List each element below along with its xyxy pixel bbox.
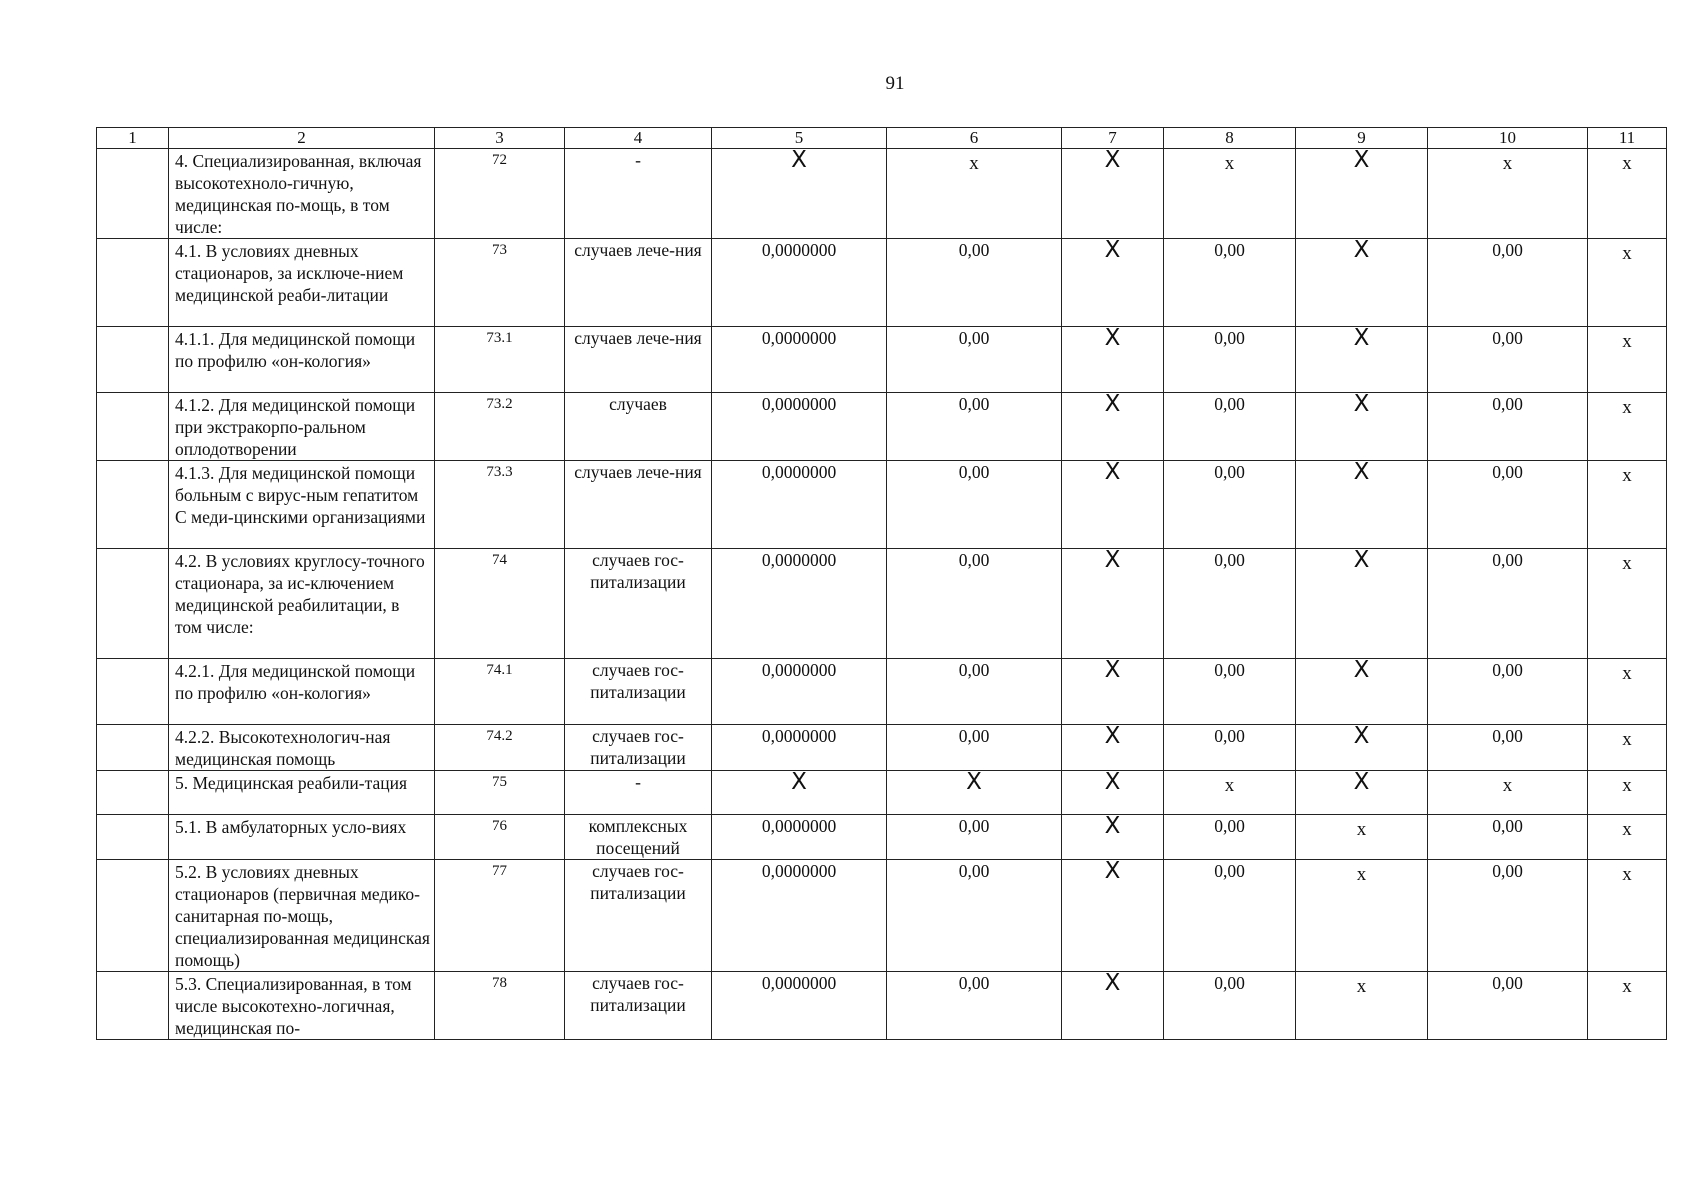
cell-col-5: 0,0000000: [712, 327, 887, 393]
row-code: 72: [435, 149, 565, 239]
col-number: 1: [97, 128, 169, 149]
row-group-cell: [97, 860, 169, 972]
row-name: 4. Специализированная, включая высокотехноло-гичную, медицинская по-мощь, в том числе:: [169, 149, 435, 239]
cell-col-9: X: [1296, 725, 1428, 771]
cell-col-8: 0,00: [1164, 239, 1296, 327]
table-row: [97, 461, 1667, 549]
cell-col-8: 0,00: [1164, 972, 1296, 1040]
cell-col-6: X: [887, 771, 1062, 815]
cell-col-9: x: [1296, 972, 1428, 1040]
row-group-cell: [97, 393, 169, 461]
col-number: 8: [1164, 128, 1296, 149]
cell-col-11: x: [1588, 771, 1667, 815]
row-unit: случаев лече-ния: [565, 461, 712, 549]
cell-col-8: 0,00: [1164, 860, 1296, 972]
cell-col-7: X: [1062, 239, 1164, 327]
col-number: 9: [1296, 128, 1428, 149]
cell-col-10: 0,00: [1428, 239, 1588, 327]
col-number: 11: [1588, 128, 1667, 149]
row-unit: комплексных посещений: [565, 815, 712, 860]
row-group-cell: [97, 771, 169, 815]
row-group-cell: [97, 815, 169, 860]
row-code: 74.1: [435, 659, 565, 725]
row-unit: случаев лече-ния: [565, 327, 712, 393]
cell-col-5: 0,0000000: [712, 239, 887, 327]
row-code: 73.3: [435, 461, 565, 549]
cell-col-6: 0,00: [887, 860, 1062, 972]
cell-col-6: 0,00: [887, 725, 1062, 771]
cell-col-7: X: [1062, 149, 1164, 239]
cell-col-7: X: [1062, 393, 1164, 461]
row-unit: -: [565, 771, 712, 815]
row-group-cell: [97, 461, 169, 549]
table-row: [97, 815, 1667, 860]
row-name: 4.1.3. Для медицинской помощи больным с вирус-ным гепатитом С меди-цинскими организациями: [169, 461, 435, 549]
row-name: 5. Медицинская реабили-тация: [169, 771, 435, 815]
col-number: 10: [1428, 128, 1588, 149]
col-number: 3: [435, 128, 565, 149]
cell-col-6: 0,00: [887, 393, 1062, 461]
row-unit: случаев гос-питализации: [565, 549, 712, 659]
cell-col-6: x: [887, 149, 1062, 239]
cell-col-6: 0,00: [887, 815, 1062, 860]
row-name: 4.1.1. Для медицинской помощи по профилю «он-кология»: [169, 327, 435, 393]
table-row: [97, 725, 1667, 771]
cell-col-8: 0,00: [1164, 549, 1296, 659]
cell-col-8: 0,00: [1164, 659, 1296, 725]
table-row: [97, 771, 1667, 815]
cell-col-6: 0,00: [887, 972, 1062, 1040]
cell-col-6: 0,00: [887, 461, 1062, 549]
row-unit: случаев гос-питализации: [565, 659, 712, 725]
col-number: 4: [565, 128, 712, 149]
table-row: [97, 860, 1667, 972]
row-unit: случаев гос-питализации: [565, 972, 712, 1040]
cell-col-11: x: [1588, 725, 1667, 771]
cell-col-10: 0,00: [1428, 860, 1588, 972]
cell-col-9: X: [1296, 771, 1428, 815]
row-code: 77: [435, 860, 565, 972]
row-group-cell: [97, 972, 169, 1040]
cell-col-11: x: [1588, 393, 1667, 461]
cell-col-10: x: [1428, 149, 1588, 239]
cell-col-5: 0,0000000: [712, 461, 887, 549]
table-row: [97, 239, 1667, 327]
row-name: 4.1. В условиях дневных стационаров, за исключе-нием медицинской реаби-литации: [169, 239, 435, 327]
cell-col-9: X: [1296, 327, 1428, 393]
row-name: 4.2.2. Высокотехнологич-ная медицинская помощь: [169, 725, 435, 771]
row-unit: случаев гос-питализации: [565, 860, 712, 972]
row-group-cell: [97, 659, 169, 725]
cell-col-7: X: [1062, 972, 1164, 1040]
table-row: [97, 327, 1667, 393]
row-code: 78: [435, 972, 565, 1040]
cell-col-5: 0,0000000: [712, 549, 887, 659]
cell-col-10: 0,00: [1428, 815, 1588, 860]
row-code: 73.2: [435, 393, 565, 461]
cell-col-7: X: [1062, 815, 1164, 860]
cell-col-8: 0,00: [1164, 815, 1296, 860]
cell-col-8: 0,00: [1164, 393, 1296, 461]
cell-col-11: x: [1588, 659, 1667, 725]
row-name: 5.3. Специализированная, в том числе высокотехно-логичная, медицинская по-: [169, 972, 435, 1040]
cell-col-5: 0,0000000: [712, 972, 887, 1040]
row-name: 4.2.1. Для медицинской помощи по профилю «он-кология»: [169, 659, 435, 725]
row-unit: случаев гос-питализации: [565, 725, 712, 771]
cell-col-10: 0,00: [1428, 327, 1588, 393]
cell-col-9: X: [1296, 461, 1428, 549]
cell-col-10: 0,00: [1428, 972, 1588, 1040]
column-number-row: [97, 128, 1667, 149]
cell-col-10: 0,00: [1428, 549, 1588, 659]
cell-col-5: 0,0000000: [712, 860, 887, 972]
cell-col-10: 0,00: [1428, 461, 1588, 549]
row-code: 76: [435, 815, 565, 860]
cell-col-11: x: [1588, 860, 1667, 972]
cell-col-7: X: [1062, 549, 1164, 659]
cell-col-6: 0,00: [887, 549, 1062, 659]
cell-col-9: x: [1296, 860, 1428, 972]
cell-col-7: X: [1062, 860, 1164, 972]
cell-col-10: 0,00: [1428, 725, 1588, 771]
cell-col-7: X: [1062, 659, 1164, 725]
cell-col-9: X: [1296, 149, 1428, 239]
row-name: 5.2. В условиях дневных стационаров (первичная медико-санитарная по-мощь, специализированная медицинская помощь): [169, 860, 435, 972]
cell-col-5: X: [712, 771, 887, 815]
cell-col-7: X: [1062, 725, 1164, 771]
cell-col-8: x: [1164, 149, 1296, 239]
cell-col-6: 0,00: [887, 239, 1062, 327]
cell-col-5: 0,0000000: [712, 815, 887, 860]
data-table: [96, 127, 1667, 1040]
row-code: 73: [435, 239, 565, 327]
cell-col-9: X: [1296, 659, 1428, 725]
col-number: 6: [887, 128, 1062, 149]
col-number: 2: [169, 128, 435, 149]
row-group-cell: [97, 327, 169, 393]
cell-col-9: X: [1296, 393, 1428, 461]
row-unit: случаев: [565, 393, 712, 461]
table-row: [97, 972, 1667, 1040]
row-code: 73.1: [435, 327, 565, 393]
cell-col-5: X: [712, 149, 887, 239]
col-number: 7: [1062, 128, 1164, 149]
cell-col-5: 0,0000000: [712, 659, 887, 725]
cell-col-11: x: [1588, 549, 1667, 659]
cell-col-7: X: [1062, 461, 1164, 549]
row-group-cell: [97, 149, 169, 239]
table-row: [97, 149, 1667, 239]
cell-col-11: x: [1588, 815, 1667, 860]
row-group-cell: [97, 239, 169, 327]
cell-col-6: 0,00: [887, 659, 1062, 725]
cell-col-11: x: [1588, 461, 1667, 549]
row-unit: случаев лече-ния: [565, 239, 712, 327]
row-group-cell: [97, 725, 169, 771]
table-row: [97, 659, 1667, 725]
cell-col-11: x: [1588, 972, 1667, 1040]
row-name: 4.2. В условиях круглосу-точного стационара, за ис-ключением медицинской реабилитации, в том числе:: [169, 549, 435, 659]
cell-col-11: x: [1588, 149, 1667, 239]
cell-col-11: x: [1588, 327, 1667, 393]
row-name: 5.1. В амбулаторных усло-виях: [169, 815, 435, 860]
row-code: 75: [435, 771, 565, 815]
cell-col-11: x: [1588, 239, 1667, 327]
cell-col-7: X: [1062, 327, 1164, 393]
cell-col-10: 0,00: [1428, 393, 1588, 461]
row-code: 74: [435, 549, 565, 659]
col-number: 5: [712, 128, 887, 149]
row-name: 4.1.2. Для медицинской помощи при экстракорпо-ральном оплодотворении: [169, 393, 435, 461]
cell-col-10: 0,00: [1428, 659, 1588, 725]
table-row: [97, 393, 1667, 461]
cell-col-9: X: [1296, 239, 1428, 327]
row-group-cell: [97, 549, 169, 659]
cell-col-7: X: [1062, 771, 1164, 815]
cell-col-9: X: [1296, 549, 1428, 659]
cell-col-5: 0,0000000: [712, 393, 887, 461]
cell-col-8: 0,00: [1164, 725, 1296, 771]
cell-col-9: x: [1296, 815, 1428, 860]
cell-col-8: 0,00: [1164, 327, 1296, 393]
cell-col-5: 0,0000000: [712, 725, 887, 771]
table-row: [97, 549, 1667, 659]
cell-col-8: 0,00: [1164, 461, 1296, 549]
cell-col-8: x: [1164, 771, 1296, 815]
row-code: 74.2: [435, 725, 565, 771]
cell-col-6: 0,00: [887, 327, 1062, 393]
cell-col-10: x: [1428, 771, 1588, 815]
page-number: 91: [885, 73, 905, 94]
row-unit: -: [565, 149, 712, 239]
